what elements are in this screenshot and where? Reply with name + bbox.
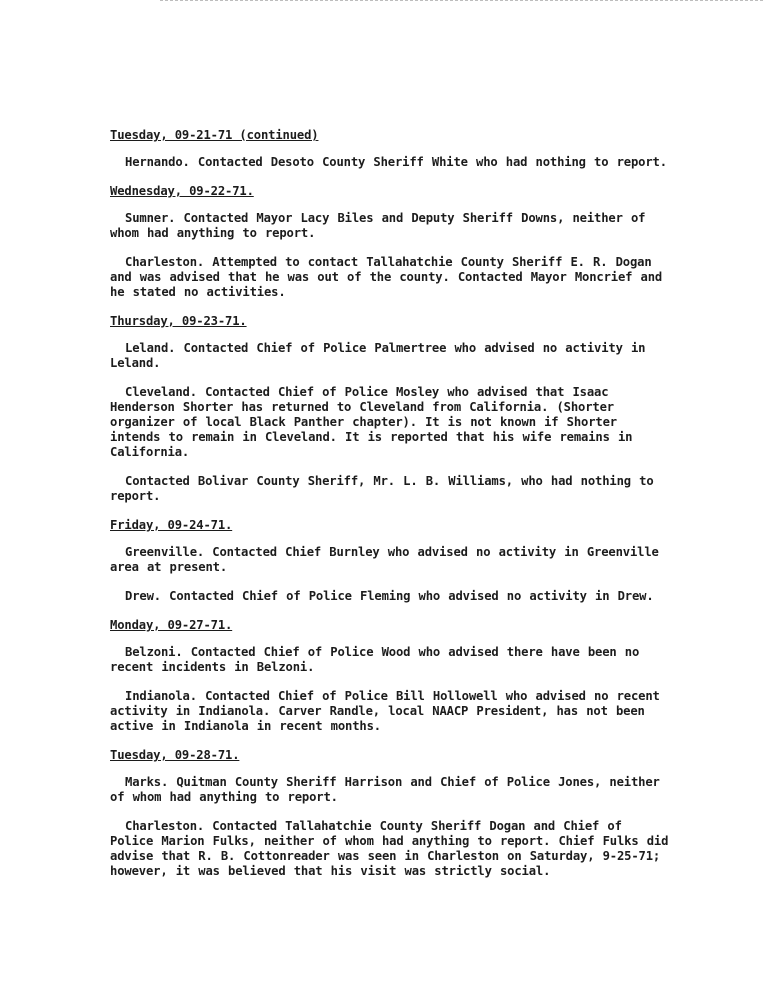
report-entry: Leland. Contacted Chief of Police Palmertree who advised no activity in Leland. bbox=[110, 341, 646, 370]
day-heading: Friday, 09-24-71. bbox=[110, 518, 233, 532]
report-entry: Charleston. Attempted to contact Tallahatchie County Sheriff E. R. Dogan and was advised that he was out of the county. Contacted Mayor Moncrief and he stated no activities. bbox=[110, 255, 663, 299]
report-entry: Marks. Quitman County Sheriff Harrison and Chief of Police Jones, neither of whom had anything to report. bbox=[110, 775, 660, 804]
day-heading: Thursday, 09-23-71. bbox=[110, 314, 247, 328]
typed-report-body bbox=[110, 128, 670, 893]
report-entry: Cleveland. Contacted Chief of Police Mosley who advised that Isaac Henderson Shorter has returned to Cleveland from California. (Shorter organizer of local Black Panther chapter). It is not known if Shorter intends to remain in Cleveland. It is reported that his wife remains in California. bbox=[110, 385, 633, 459]
report-entry: Indianola. Contacted Chief of Police Bill Hollowell who advised no recent activity in Indianola. Carver Randle, local NAACP President, has not been active in Indianola in recent months. bbox=[110, 689, 660, 733]
report-entry: Hernando. Contacted Desoto County Sheriff White who had nothing to report. bbox=[125, 155, 667, 169]
report-entry: Contacted Bolivar County Sheriff, Mr. L. B. Williams, who had nothing to report. bbox=[110, 474, 654, 503]
section-friday-09-24 bbox=[110, 518, 670, 604]
day-heading: Tuesday, 09-21-71 (continued) bbox=[110, 128, 319, 142]
section-monday-09-27 bbox=[110, 618, 670, 734]
day-heading: Tuesday, 09-28-71. bbox=[110, 748, 240, 762]
section-tuesday-09-21 bbox=[110, 128, 670, 170]
report-entry: Sumner. Contacted Mayor Lacy Biles and Deputy Sheriff Downs, neither of whom had anything to report. bbox=[110, 211, 646, 240]
section-wednesday-09-22 bbox=[110, 184, 670, 300]
day-heading: Monday, 09-27-71. bbox=[110, 618, 233, 632]
section-thursday-09-23 bbox=[110, 314, 670, 504]
section-tuesday-09-28 bbox=[110, 748, 670, 879]
day-heading: Wednesday, 09-22-71. bbox=[110, 184, 254, 198]
report-entry: Belzoni. Contacted Chief of Police Wood who advised there have been no recent incidents in Belzoni. bbox=[110, 645, 640, 674]
report-entry: Greenville. Contacted Chief Burnley who advised no activity in Greenville area at present. bbox=[110, 545, 659, 574]
report-entry: Charleston. Contacted Tallahatchie County Sheriff Dogan and Chief of Police Marion Fulks, neither of whom had anything to report. Chief Fulks did advise that R. B. Cottonreader was seen in Charleston on Saturday, 9-25-71; however, it was believed that his visit was strictly social. bbox=[110, 819, 669, 878]
page-top-edge-rule bbox=[160, 0, 763, 1]
report-entry: Drew. Contacted Chief of Police Fleming who advised no activity in Drew. bbox=[125, 589, 654, 603]
